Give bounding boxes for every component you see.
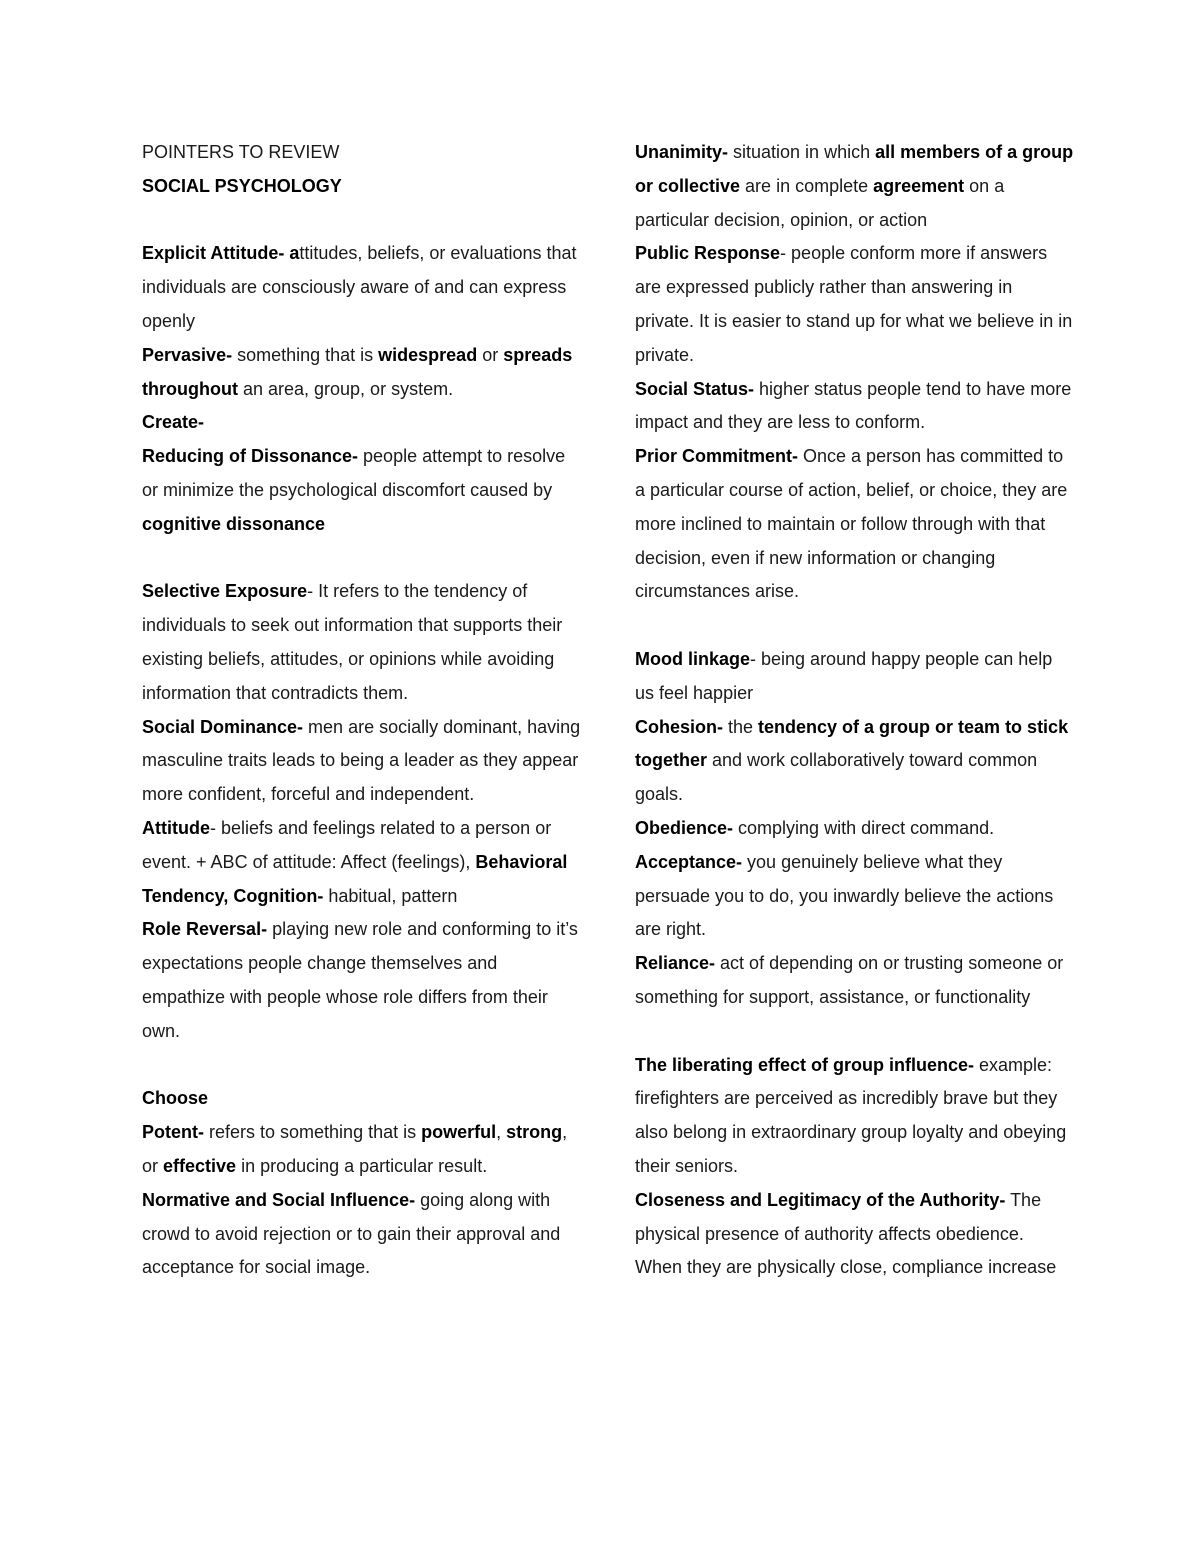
blank-line [635, 1015, 1075, 1049]
term-prior-commitment [635, 440, 1075, 609]
bold-text: The liberating effect of group influence- [635, 1054, 975, 1075]
term-obedience [635, 812, 1075, 846]
term-cohesion [635, 711, 1075, 812]
body-text: an area, group, or system. [237, 378, 454, 399]
body-text: men are socially dominant, having masculine traits leads to being a leader as they appear more confident, forceful and independent. [142, 716, 581, 805]
body-text: - being around happy people can help us feel happier [635, 648, 1053, 703]
term-potent [142, 1116, 582, 1184]
bold-text: Explicit Attitude- a [142, 243, 300, 264]
blank-line [142, 1049, 582, 1083]
body-text: complying with direct command. [733, 817, 995, 838]
term-liberating-effect [635, 1049, 1075, 1184]
bold-text: Attitude [142, 817, 210, 838]
term-attitude [142, 812, 582, 913]
body-text: ttitudes, beliefs, or evaluations that individuals are consciously aware of and can express openly [142, 243, 577, 331]
bold-text: agreement [873, 175, 965, 196]
term-public-response [635, 237, 1075, 372]
blank-line [635, 609, 1075, 643]
bold-text: Social Status- [635, 378, 755, 399]
body-text: - beliefs and feelings related to a person or event. + ABC of attitude: Affect (feelings), [142, 817, 552, 872]
term-mood-linkage [635, 643, 1075, 711]
bold-text: Normative and Social Influence- [142, 1189, 416, 1210]
bold-text: Closeness and Legitimacy of the Authority- [635, 1189, 1006, 1210]
bold-text: spreads throughout [142, 344, 573, 399]
body-text: The physical presence of authority affects obedience. When they are physically close, compliance increase [635, 1189, 1057, 1278]
doc-header [142, 136, 582, 170]
term-reliance [635, 947, 1075, 1015]
bold-text: cognitive dissonance [142, 513, 326, 534]
bold-text: tendency of a group or team to stick together [635, 716, 1069, 771]
blank-line [142, 204, 582, 238]
body-text: - It refers to the tendency of individuals to seek out information that supports their existing beliefs, attitudes, or opinions while avoiding information that contradicts them. [142, 581, 563, 703]
bold-text: widespread [378, 344, 478, 365]
doc-title [142, 170, 582, 204]
body-text: playing new role and conforming to it’s expectations people change themselves and empathize with people whose role differs from their own. [142, 919, 578, 1041]
bold-text: powerful [421, 1122, 497, 1143]
body-text: higher status people tend to have more impact and they are less to conform. [635, 378, 1072, 433]
body-text: , [496, 1122, 507, 1143]
body-text: Once a person has committed to a particular course of action, belief, or choice, they are more inclined to maintain or follow through with that decision, even if new information or changing circumstances arise. [635, 446, 1068, 602]
bold-text: Acceptance- [635, 851, 743, 872]
body-text: the [723, 716, 759, 737]
bold-text: Public Response [635, 243, 781, 264]
body-text: , or [142, 1122, 568, 1176]
bold-text: Pervasive- [142, 344, 233, 365]
body-text: you genuinely believe what they persuade you to do, you inwardly believe the actions are right. [635, 851, 1054, 940]
left-column [142, 136, 582, 1285]
term-normative-social-influence [142, 1184, 582, 1285]
bold-text: Selective Exposure [142, 581, 308, 602]
term-closeness-legitimacy [635, 1184, 1075, 1285]
term-explicit-attitude [142, 237, 582, 338]
term-reducing-dissonance [142, 440, 582, 541]
body-text: - people conform more if answers are expressed publicly rather than answering in private. It is easier to stand up for what we believe in in private. [635, 243, 1073, 365]
body-text: refers to something that is [204, 1122, 422, 1143]
bold-text: Behavioral Tendency, Cognition- [142, 851, 568, 906]
body-text: habitual, pattern [323, 885, 458, 906]
body-text: act of depending on or trusting someone or something for support, assistance, or functionality [635, 953, 1064, 1007]
body-text: and work collaboratively toward common goals. [635, 750, 1038, 805]
blank-line [142, 542, 582, 576]
term-acceptance [635, 846, 1075, 947]
term-unanimity [635, 136, 1075, 237]
bold-text: Reducing of Dissonance- [142, 446, 359, 467]
right-column [635, 136, 1075, 1285]
term-selective-exposure [142, 575, 582, 710]
bold-text: all members of a group or collective [635, 142, 1074, 196]
bold-text: Choose [142, 1088, 209, 1109]
bold-text: Mood linkage [635, 648, 751, 669]
bold-text: Obedience- [635, 817, 734, 838]
bold-text: Create- [142, 412, 205, 433]
bold-text: strong [506, 1122, 563, 1143]
bold-text: effective [163, 1155, 237, 1176]
body-text: people attempt to resolve or minimize the psychological discomfort caused by [142, 446, 566, 500]
bold-text: Role Reversal- [142, 919, 268, 940]
bold-text: Potent- [142, 1122, 204, 1143]
section-create [142, 406, 582, 440]
term-pervasive [142, 339, 582, 407]
body-text: going along with crowd to avoid rejection or to gain their approval and acceptance for social image. [142, 1189, 561, 1278]
bold-text: Prior Commitment- [635, 446, 799, 467]
body-text: in producing a particular result. [236, 1155, 488, 1176]
bold-text: Social Dominance- [142, 716, 304, 737]
section-choose [142, 1082, 582, 1116]
term-role-reversal [142, 913, 582, 1048]
body-text: situation in which [728, 142, 876, 162]
term-social-status [635, 373, 1075, 441]
body-text: POINTERS TO REVIEW [142, 142, 340, 162]
body-text: are in complete [740, 175, 874, 196]
body-text: on a particular decision, opinion, or action [635, 175, 1005, 230]
body-text: something that is [232, 344, 379, 365]
bold-text: SOCIAL PSYCHOLOGY [142, 175, 342, 196]
bold-text: Cohesion- [635, 716, 723, 737]
bold-text: Unanimity- [635, 142, 729, 162]
bold-text: Reliance- [635, 953, 716, 974]
body-text: example: firefighters are perceived as incredibly brave but they also belong in extraordinary group loyalty and obeying their seniors. [635, 1054, 1067, 1176]
term-social-dominance [142, 711, 582, 812]
body-text: or [477, 344, 504, 365]
